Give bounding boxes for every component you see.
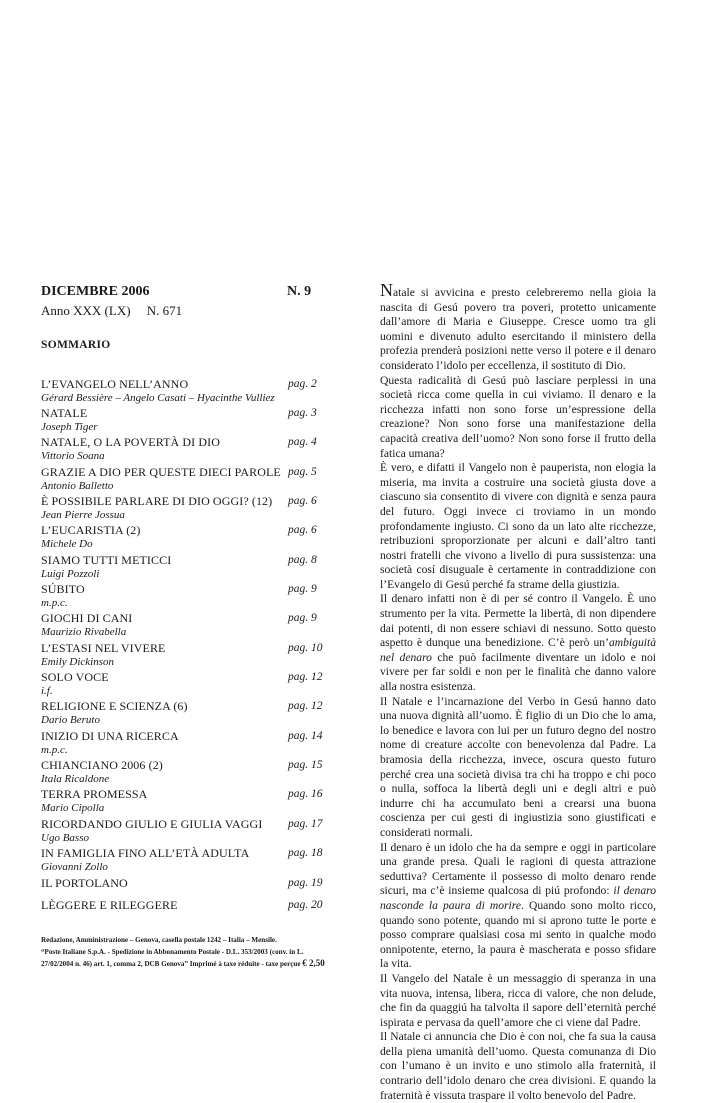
price: € 2,50 [302,958,325,968]
toc-entry[interactable] [41,699,336,726]
toc-entry[interactable] [41,582,336,609]
toc-page: pag. 20 [288,899,323,911]
toc-title: È POSSIBILE PARLARE DI DIO OGGI? (12) [41,494,273,508]
toc-page: pag. 9 [288,583,317,595]
toc-entry[interactable] [41,670,336,697]
toc-author: i.f. [41,685,53,697]
article-paragraph [380,841,656,972]
toc-author: Vittorio Soana [41,450,105,462]
issue-date: DICEMBRE 2006 [41,284,150,299]
toc-title: RELIGIONE E SCIENZA (6) [41,699,188,713]
toc-entry[interactable] [41,876,336,891]
toc-page: pag. 9 [288,612,317,624]
paragraph-text: . Quando sono molto ricco, quando sono potente, quando mi si aprono tutte le porte e posso comprare qualsiasi cosa mi sento in qualche modo onnipotente, eterno, la paura è mascherata e posso sfidare la vita. [380,898,656,971]
toc-author: m.p.c. [41,597,68,609]
publication-footer [41,935,336,971]
toc-title: SIAMO TUTTI METICCI [41,553,172,567]
toc-entry[interactable] [41,817,336,844]
article-paragraph [380,592,656,694]
toc-author: Maurizio Rivabella [41,626,127,638]
toc-page: pag. 8 [288,554,317,566]
issue-sequence: N. 671 [146,303,183,318]
toc-entry[interactable] [41,377,336,404]
toc-author: Dario Beruto [41,714,100,726]
toc-title: NATALE, O LA POVERTÀ DI DIO [41,435,221,449]
toc-author: Itala Ricaldone [41,773,110,785]
paragraph-text: Il denaro infatti non è di per sé contro il Vangelo. È uno strumento per la vita. Permette la libertà, di non dipendere dai potenti, di non essere schiavi di nessuno. Sotto questo aspetto è dunque una benedizione. C’è però un’ [380,592,656,650]
toc-title: LÈGGERE E RILEGGERE [41,898,178,912]
toc-author: Ugo Basso [41,832,89,844]
toc-author: Emily Dickinson [41,656,115,668]
toc-entry[interactable] [41,758,336,785]
toc-title: GIOCHI DI CANI [41,611,133,625]
masthead [41,284,336,912]
issue-volume [41,303,336,319]
toc-author: Gérard Bessière – Angelo Casati – Hyacinthe Vulliez [41,392,275,404]
toc-title: L’EVANGELO NELL’ANNO [41,377,189,391]
toc-page: pag. 4 [288,436,317,448]
toc-title: L’EUCARISTIA (2) [41,523,141,537]
toc-title: SOLO VOCE [41,670,109,684]
toc-entry[interactable] [41,523,336,550]
article-paragraph: Il Vangelo del Natale è un messaggio di speranza in una vita nuova, intensa, libera, ricca di valore, che non delude, che fin da quaggiú ha talvolta il sapore dell’eternità perché ispirata e pervasa da quell’amore che ci viene dal Padre. [380,971,656,1029]
toc-page: pag. 17 [288,818,323,830]
issue-number: N. 9 [287,284,312,299]
article-paragraph: Questa radicalità di Gesú può lasciare perplessi in una società ricca come quella in cui viviamo. Il denaro e la ricchezza infatti non sono forse un’espressione della creazione? Non sono forse una manifestazione della capacità creativa dell’uomo? Non sono forse il frutto della fatica umana? [380,373,656,460]
toc-page: pag. 19 [288,877,323,889]
issue-header [41,284,336,302]
toc-author: Michele Do [41,538,93,550]
toc-title: L’ESTASI NEL VIVERE [41,641,166,655]
toc-entry[interactable] [41,846,336,873]
toc-author: Jean Pierre Jossua [41,509,125,521]
toc-page: pag. 14 [288,730,323,742]
toc-author: Luigi Pozzoli [41,568,100,580]
toc-page: pag. 16 [288,788,323,800]
toc-page: pag. 6 [288,495,317,507]
toc-entry[interactable] [41,406,336,433]
article-paragraph: Il Natale e l’incarnazione del Verbo in Gesú hanno dato una nuova dignità all’uomo. È figlio di un Dio che lo ama, lo benedice e lavora con lui per un futuro degno del nostro nome di creature accolte con benevolenza dal Padre. La bramosia della ricchezza, invece, oscura questo futuro perché crea una società divisa tra chi ha troppo e chi poco o nulla, soffoca la libertà degli uni e degli altri e può indurre chi ha accumulato beni a crearsi una buona coscienza per cui gesti di ingiustizia sono giustificati e considerati normali. [380,694,656,839]
postal-notice-line: “Poste Italiane S.p.A. - Spedizione in Abbonamento Postale - D.L. 353/2003 (conv. in L. [41,947,304,956]
toc-page: pag. 2 [288,378,317,390]
toc-title: GRAZIE A DIO PER QUESTE DIECI PAROLE [41,465,281,479]
toc-author: m.p.c. [41,744,68,756]
toc-author: Antonio Balletto [41,480,114,492]
paragraph-text: atale si avvicina e presto celebreremo nella gioia la nascita di Gesú povero tra poveri, protetto unicamente dall’amore di Maria e Giuseppe. Cresce uomo tra gli uomini e divenuto adulto esercitando il ministero della profezia prenderà posizioni nette verso il potere e il denaro considerato l’idolo per eccellenza, il sostituto di Dio. [380,286,656,372]
toc-title: RICORDANDO GIULIO E GIULIA VAGGI [41,817,263,831]
drop-cap: N [380,280,393,300]
toc-title: IL PORTOLANO [41,876,128,890]
editorial-article [380,280,656,1103]
toc-entry[interactable] [41,435,336,462]
postal-notice-text: 27/02/2004 n. 46) art. 1, comma 2, DCB Genova” Imprimé à taxe réduite - taxe perçue [41,960,301,968]
toc-page: pag. 10 [288,642,323,654]
toc-title: SÚBITO [41,582,85,596]
emphasis-text: ambiguità nel denaro [380,636,656,664]
article-paragraph [380,280,656,374]
toc-entry[interactable] [41,465,336,492]
toc-page: pag. 6 [288,524,317,536]
toc-entry[interactable] [41,553,336,580]
toc-page: pag. 12 [288,700,323,712]
toc-title: IN FAMIGLIA FINO ALL’ETÀ ADULTA [41,846,250,860]
toc-title: INIZIO DI UNA RICERCA [41,729,179,743]
postal-notice-line [41,958,336,971]
toc-entry[interactable] [41,898,336,913]
toc-page: pag. 15 [288,759,323,771]
article-paragraph: È vero, e difatti il Vangelo non è pauperista, non elogia la miseria, ma invita a costruire una società giusta dove a ciascuno sia consentito di vivere con dignità e senza paura del futuro. Oggi invece ci troviamo in un mondo profondamente ingiusto. Ci sono da un lato alte ricchezze, retribuzioni sproporzionate per alcuni e dall’altro tanti nostri fratelli che vivono a livello di pura sussistenza: una società cosí disuguale è certamente in contraddizione con l’Evangelo di Gesú perché fa strame della giustizia. [380,461,656,591]
toc-entry[interactable] [41,729,336,756]
toc-title: CHIANCIANO 2006 (2) [41,758,163,772]
toc-page: pag. 12 [288,671,323,683]
toc-author: Mario Cipolla [41,802,105,814]
paragraph-text: che può facilmente diventare un idolo e noi vivere per far soldi e non per le finalità che danno valore alla nostra esistenza. [380,650,656,694]
toc-title: NATALE [41,406,88,420]
toc-title: TERRA PROMESSA [41,787,148,801]
toc-entry[interactable] [41,787,336,814]
toc-author: Giovanni Zollo [41,861,108,873]
toc-entry[interactable] [41,611,336,638]
toc-page: pag. 18 [288,847,323,859]
editorial-address: Redazione, Amministrazione – Genova, casella postale 1242 – Italia – Mensile. [41,936,277,944]
article-paragraph: Il Natale ci annuncia che Dio è con noi, che fa sua la causa della piena umanità dell’uomo. Questa comunanza di Dio con l’umano è un invito e uno stimolo alla fraternità, il contrario dell’idolo denaro che crea divisioni. E quando la fraternità è vissuta traspare il volto benevolo del Padre. [380,1030,656,1102]
toc-author: Joseph Tiger [41,421,98,433]
anno-label: Anno XXX (LX) [41,303,131,318]
contents-heading: SOMMARIO [41,339,111,351]
paragraph-text: Il denaro è un idolo che ha da sempre e oggi in particolare una grande presa. Quali le ragioni di questa attrazione seduttiva? Certamente il possesso di molto denaro rende sicuri, ma c’è insieme qualcosa di piú profondo: [380,840,656,898]
toc-entry[interactable] [41,494,336,521]
emphasis-text: il denaro nasconde la paura di morire [380,884,656,912]
toc-page: pag. 5 [288,466,317,478]
toc-entry[interactable] [41,641,336,668]
toc-page: pag. 3 [288,407,317,419]
